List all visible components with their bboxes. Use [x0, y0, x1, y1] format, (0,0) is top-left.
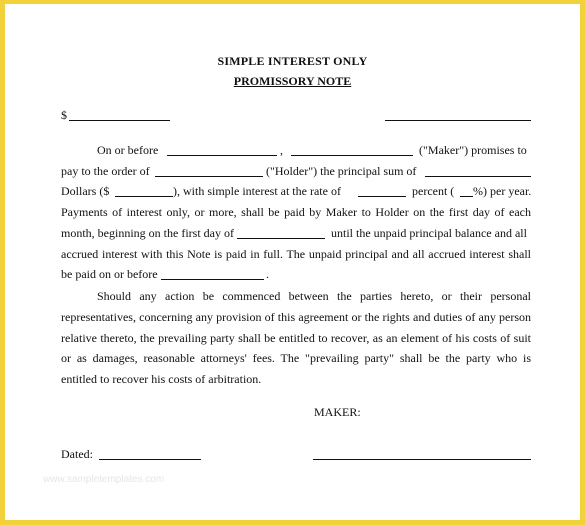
p2-line-2: representatives, concerning any provision of this agreement or the rights and duties of any person	[61, 310, 531, 324]
p1-pay-to-order: pay to the order of	[61, 164, 150, 178]
dated-label: Dated:	[61, 447, 93, 461]
p1-dollars: Dollars ($	[61, 184, 110, 198]
blank-rate-number	[460, 196, 473, 197]
date-place-blank	[385, 120, 531, 121]
p1-line-accrued: accrued interest with this Note is paid in full. The unpaid principal and all accrued interest shall	[61, 247, 531, 261]
p1-maker-promises: ("Maker") promises to	[419, 143, 527, 157]
p1-per-year: %) per year.	[473, 184, 532, 198]
blank-date-1	[167, 155, 277, 156]
blank-maker-name	[291, 155, 413, 156]
blank-holder-name	[155, 176, 263, 177]
blank-start-month	[237, 238, 325, 239]
document-subtitle: PROMISSORY NOTE	[233, 74, 352, 88]
blank-rate-words	[358, 196, 406, 197]
p1-paid-on-or-before: be paid on or before	[61, 267, 158, 281]
p1-interest-rate: ), with simple interest at the rate of	[173, 184, 341, 198]
p2-line-5: entitled to recover his costs of arbitration.	[61, 372, 262, 386]
maker-signature-line	[313, 459, 531, 460]
dollar-sign: $	[61, 108, 67, 122]
p1-period: .	[266, 267, 269, 281]
maker-label: MAKER:	[314, 405, 361, 419]
blank-principal-amount	[115, 196, 173, 197]
p1-percent: percent (	[412, 184, 455, 198]
p1-beginning: month, beginning on the first day of	[61, 226, 234, 240]
document-title: SIMPLE INTEREST ONLY	[217, 54, 368, 68]
p1-comma: ,	[280, 143, 283, 157]
blank-principal-words	[425, 176, 531, 177]
p2-line-4: or as damages, reasonable attorneys' fees. The "prevailing party" shall be the party who is	[61, 351, 531, 365]
p1-until-unpaid: until the unpaid principal balance and all	[331, 226, 527, 240]
p1-line-payments: Payments of interest only, or more, shall be paid by Maker to Holder on the first day of each	[61, 205, 531, 219]
p1-on-or-before: On or before	[97, 143, 159, 157]
p2-line-1: Should any action be commenced between the parties hereto, or their personal	[97, 289, 531, 303]
amount-blank	[69, 120, 170, 121]
p1-holder-principal: ("Holder") the principal sum of	[266, 164, 417, 178]
document-page	[5, 4, 580, 520]
blank-dated	[99, 459, 201, 460]
blank-maturity-date	[161, 279, 264, 280]
p2-line-3: relative thereto, the prevailing party shall be entitled to recover, as an element of his costs of suit	[61, 331, 531, 345]
watermark: www.sampletemplates.com	[43, 474, 165, 485]
